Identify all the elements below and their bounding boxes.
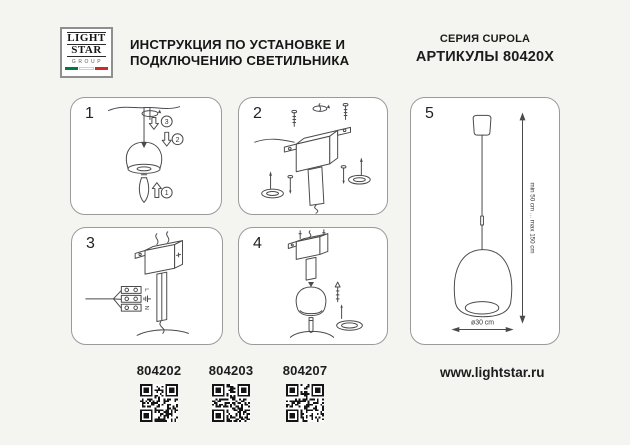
italian-flag-icon: [62, 67, 111, 70]
screw-icon: [335, 282, 340, 287]
article-column: [201, 363, 261, 422]
qr-code: [140, 384, 178, 422]
article-number: 804203: [208, 363, 254, 378]
diameter-dimension-label: ø30 cm: [471, 319, 495, 327]
step-1-panel: [70, 97, 222, 215]
step-2-panel: [238, 97, 388, 215]
article-column: [275, 363, 335, 422]
terminal-l-label: L: [143, 288, 150, 292]
title-line-2: ПОДКЛЮЧЕНИЮ СВЕТИЛЬНИКА: [130, 52, 350, 68]
terminal-n-label: N: [143, 305, 150, 310]
header-right: [415, 33, 555, 65]
step-4-panel: [238, 227, 388, 345]
arrow-down-icon: [162, 132, 171, 146]
step-number: 2: [253, 105, 262, 122]
callout-3: 3: [164, 119, 169, 127]
arrow-down-icon: [149, 118, 158, 130]
step-number: 4: [253, 235, 262, 252]
article-number: 804207: [282, 363, 328, 378]
logo-text-group: GROUP: [71, 59, 104, 65]
article-number: 804202: [136, 363, 182, 378]
step-3-panel: [71, 227, 223, 345]
height-dimension-label: min 50 cm ... max 150 cm: [528, 182, 536, 254]
logo-text-light: LIGHT: [67, 32, 106, 44]
articles-title: АРТИКУЛЫ 80420X: [415, 49, 555, 65]
callout-1: 1: [164, 190, 169, 198]
callout-2: 2: [175, 136, 180, 144]
earth-ground-icon: [144, 296, 151, 302]
step-number: 3: [86, 235, 95, 252]
qr-code: [212, 384, 250, 422]
step-number: 5: [425, 105, 434, 122]
step-5-panel: [410, 97, 560, 345]
series-label: СЕРИЯ CUPOLA: [439, 33, 531, 45]
step-number: 1: [85, 105, 94, 122]
qr-code: [286, 384, 324, 422]
page-title: [130, 37, 380, 68]
article-column: [129, 363, 189, 422]
logo-text-star: STAR: [67, 45, 106, 57]
title-line-1: ИНСТРУКЦИЯ ПО УСТАНОВКЕ И: [130, 37, 346, 52]
lightstar-logo: [60, 27, 113, 78]
website-url: www.lightstar.ru: [440, 365, 545, 380]
step5-diagram: [411, 98, 559, 344]
arrow-up-icon: [152, 183, 161, 198]
